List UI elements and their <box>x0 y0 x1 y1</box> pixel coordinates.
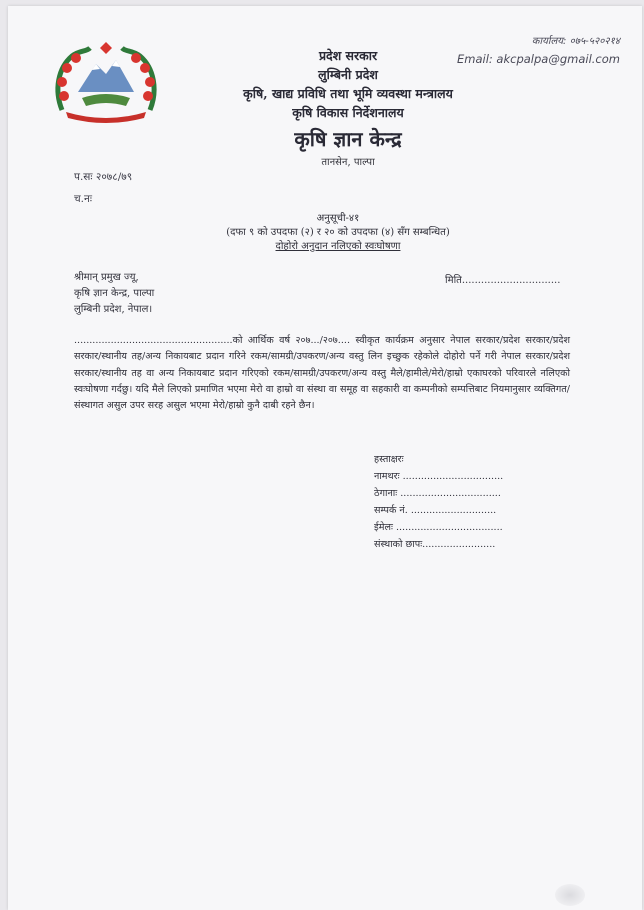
signature-label: हस्ताक्षरः <box>374 454 404 465</box>
office-email: Email: akcpalpa@gmail.com <box>456 52 620 66</box>
name-field: नामथरः ................................. <box>374 471 504 482</box>
document-subject: दोहोरो अनुदान नलिएको स्वःघोषणा <box>275 241 401 252</box>
contact-field: सम्पर्क नं. ............................ <box>374 505 497 516</box>
office-phone: कार्यालय: ०७५-५२०२१४ <box>531 36 620 47</box>
document-page <box>8 6 642 910</box>
header-line-province-government: प्रदेश सरकार <box>318 48 378 63</box>
date-field: मिति............................... <box>445 275 561 286</box>
form-title <box>158 212 518 254</box>
contact-block <box>420 34 620 68</box>
addressee-block <box>74 270 154 318</box>
dispatch-number: च.नः <box>74 193 92 205</box>
letter-number: प.सः २०७८/७९ <box>74 171 133 183</box>
header-line-province: लुम्बिनी प्रदेश <box>318 67 378 82</box>
addressee-province: लुम्बिनी प्रदेश, नेपाल। <box>74 304 153 315</box>
email-field: ईमेलः ................................... <box>374 522 503 533</box>
address-field: ठेगानाः ................................. <box>374 488 501 499</box>
office-location: तानसेन, पाल्पा <box>321 157 375 168</box>
annex-number: अनुसूची-४१ <box>316 213 360 224</box>
declaration-body: ....................................................को आर्थिक वर्ष २०७.../२०७.... स्वीकृत कार्यक्रम अनुसार नेपाल सरकार/प्रदेश सरकार/प्रदेश सरकार/स्थानीय तह/अन्य निकायबाट प्रदान गरिने रकम/सामग्री/उपकरण/अन्य वस्तु लिन इच्छुक रहेकोले दोहोरो पर्ने गरी नेपाल सरकार/प्रदेश सरकार/स्थानीय तह वा अन्य निकायबाट प्रदान गरिएको रकम/सामग्री/उपकरण/अन्य वस्तु मैले/हामीले/मेरो/हाम्रो एकाघरको परिवारले नलिएको स्वःघोषणा गर्दछु। यदि मैले लिएको प्रमाणित भएमा मेरो वा हाम्रो वा संस्था वा समूह वा सहकारी वा कम्पनीको सम्पत्तिबाट नियमानुसार व्यक्तिगत/संस्थागत असुल उपर सरह असुल भएमा मेरो/हाम्रो कुनै दाबी रहने छैन। <box>74 335 570 412</box>
smudge-mark <box>555 884 585 906</box>
office-name: कृषि ज्ञान केन्द्र <box>294 127 402 151</box>
signature-block <box>374 451 503 553</box>
header-line-ministry: कृषि, खाद्य प्रविधि तथा भूमि व्यवस्था मन्त्रालय <box>243 86 453 101</box>
addressee-office: कृषि ज्ञान केन्द्र, पाल्पा <box>74 288 155 299</box>
reference-block <box>74 166 132 210</box>
clause-reference: (दफा ९ को उपदफा (२) र २० को उपदफा (४) सँग सम्बन्धित) <box>226 227 450 238</box>
nepal-emblem-icon <box>52 40 160 124</box>
header-line-directorate: कृषि विकास निर्देशनालय <box>292 105 404 120</box>
addressee-title: श्रीमान् प्रमुख ज्यू, <box>74 272 139 283</box>
stamp-field: संस्थाको छापः........................ <box>374 539 496 550</box>
